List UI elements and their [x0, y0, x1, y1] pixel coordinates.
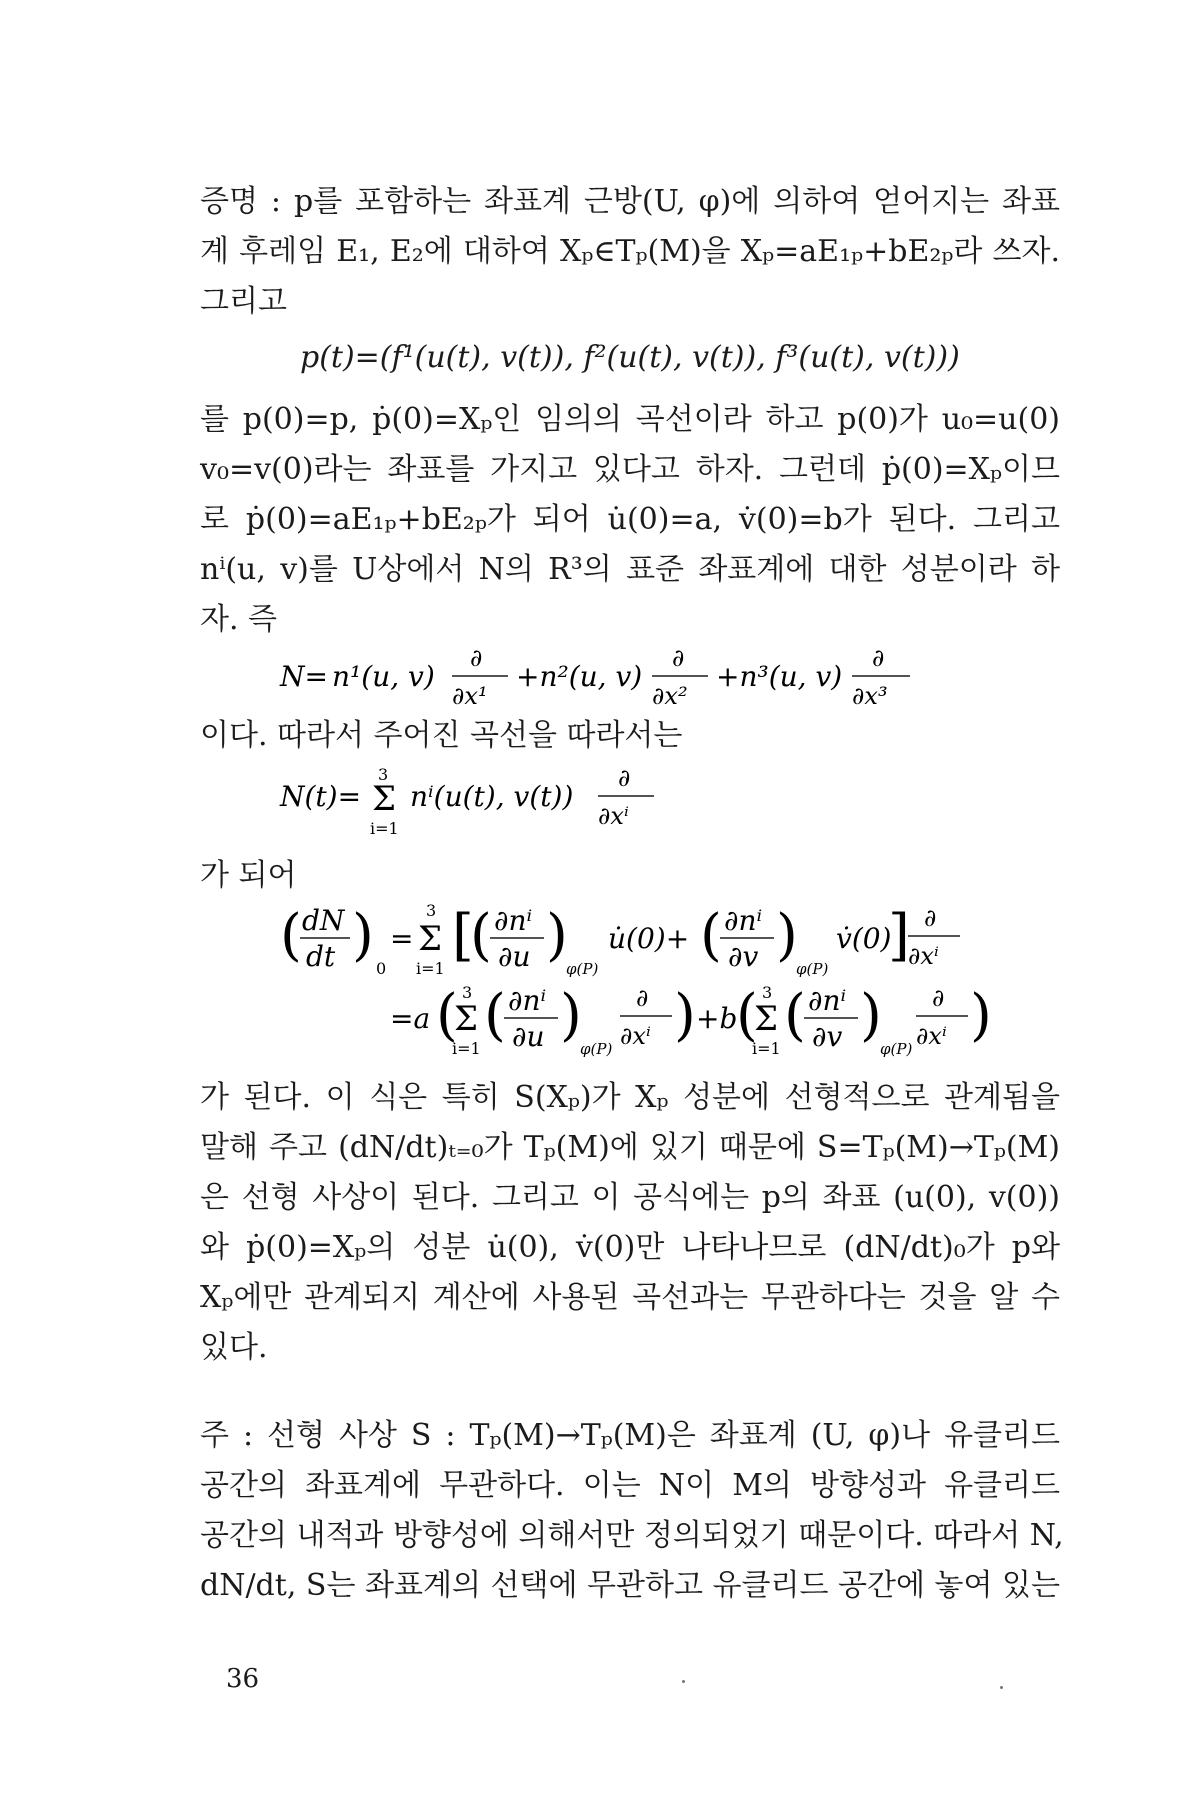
- dni-num-4: ∂nⁱ: [808, 984, 847, 1017]
- sigma-4: Σ: [754, 999, 779, 1039]
- body-line-10: 가 되어: [200, 858, 297, 893]
- paren-close-5: ): [560, 983, 582, 1048]
- dxi-den-2: ∂xⁱ: [908, 942, 939, 970]
- paren-open-4: (: [436, 983, 458, 1048]
- sum-upper-2: 3: [426, 901, 437, 920]
- phiP-4: φ(P): [880, 1040, 913, 1058]
- curve-equation: p(t)=(f¹(u(t), v(t)), f²(u(t), v(t)), f³(u(t), v(t))): [300, 340, 960, 375]
- sum-lower-2: i=1: [416, 959, 445, 978]
- body-line-14: 와 ṗ(0)=Xₚ의 성분 u̇(0), v̇(0)만 나타나므로 (dN/dt)₀가 p와: [200, 1230, 1060, 1265]
- paren-open-6: (: [736, 983, 758, 1048]
- sum-upper-3: 3: [462, 983, 473, 1002]
- dni-num-1: ∂nⁱ: [494, 904, 533, 937]
- sigma-2: Σ: [418, 919, 443, 959]
- dxi-den: ∂xⁱ: [598, 802, 629, 830]
- plus-b: +b: [696, 1002, 738, 1035]
- body-line-15: Xₚ에만 관계되지 계산에 사용된 곡선과는 무관하다는 것을 알 수: [200, 1280, 1060, 1315]
- partial-6: ∂: [636, 984, 649, 1012]
- phiP-3: φ(P): [580, 1040, 613, 1058]
- dx3-den: ∂x³: [852, 682, 888, 710]
- paren-close-3: ): [776, 903, 798, 968]
- body-line-11: 가 된다. 이 식은 특히 S(Xₚ)가 Xₚ 성분에 선형적으로 관계됨을: [200, 1080, 1060, 1115]
- dxi-den-3: ∂xⁱ: [620, 1022, 651, 1050]
- normal-term-2: +n²(u, v): [516, 660, 643, 693]
- body-line-13: 은 선형 사상이 된다. 그리고 이 공식에는 p의 좌표 (u(0), v(0)): [200, 1180, 1060, 1215]
- bracket-open: [: [452, 903, 474, 968]
- body-line-16: 있다.: [200, 1330, 268, 1365]
- sum-upper: 3: [378, 765, 389, 784]
- partial-5: ∂: [924, 904, 937, 932]
- paren-close-2: ): [546, 903, 568, 968]
- scan-speck: [682, 1680, 685, 1683]
- body-line-4: 를 p(0)=p, ṗ(0)=Xₚ인 임의의 곡선이라 하고 p(0)가 u₀=u(0): [200, 402, 1060, 437]
- sub-zero: 0: [376, 959, 387, 978]
- scan-speck: [1000, 1686, 1003, 1689]
- sum-lower-4: i=1: [752, 1039, 781, 1058]
- paren-open-5: (: [484, 983, 506, 1048]
- dx1-den: ∂x¹: [452, 682, 488, 710]
- normal-term-3: +n³(u, v): [716, 660, 843, 693]
- note-line-3: 공간의 내적과 방향성에 의해서만 정의되었기 때문이다. 따라서 N,: [200, 1518, 1064, 1553]
- note-line-2: 공간의 좌표계에 무관하다. 이는 N이 M의 방향성과 유클리드: [200, 1468, 1060, 1503]
- paren-open-1: (: [280, 903, 302, 968]
- sigma-3: Σ: [454, 999, 479, 1039]
- dni-num-2: ∂nⁱ: [724, 904, 763, 937]
- proof-line-2: 계 후레임 E₁, E₂에 대하여 Xₚ∈Tₚ(M)을 Xₚ=aE₁ₚ+bE₂ₚ라 쓰자.: [200, 234, 1060, 269]
- partial-2: ∂: [672, 644, 685, 672]
- paren-close-7: ): [860, 983, 882, 1048]
- body-line-12: 말해 주고 (dN/dt)ₜ₌₀가 Tₚ(M)에 있기 때문에 S=Tₚ(M)→Tₚ(M): [200, 1130, 1060, 1165]
- paren-close-4: ): [674, 983, 696, 1048]
- bracket-close: ]: [888, 903, 910, 968]
- dxi-den-4: ∂xⁱ: [916, 1022, 947, 1050]
- proof-line-1: 증명 : p를 포함하는 좌표계 근방(U, φ)에 의하여 얻어지는 좌표: [200, 184, 1060, 219]
- paren-open-2: (: [470, 903, 492, 968]
- partial-1: ∂: [470, 644, 483, 672]
- sum-equation: [280, 760, 680, 850]
- dt-den: dt: [306, 940, 336, 973]
- normal-vector-equation: [280, 640, 920, 720]
- eq-sign-1: =: [390, 922, 414, 955]
- body-line-7: nⁱ(u, v)를 U상에서 N의 R³의 표준 좌표계에 대한 성분이라 하: [200, 552, 1060, 587]
- partial-3: ∂: [872, 644, 885, 672]
- proof-line-3: 그리고: [200, 284, 287, 319]
- du-den-2: ∂u: [512, 1020, 545, 1053]
- dv-den-2: ∂v: [812, 1020, 843, 1053]
- nt-body: nⁱ(u(t), v(t)): [410, 780, 574, 813]
- phiP-2: φ(P): [796, 960, 829, 978]
- udot0: u̇(0)+: [608, 922, 690, 955]
- normal-term-1: n¹(u, v): [332, 660, 435, 693]
- note-line-4: dN/dt, S는 좌표계의 선택에 무관하고 유클리드 공간에 놓여 있는: [200, 1568, 1060, 1603]
- a-eq: =a: [390, 1002, 431, 1035]
- paren-close-1: ): [352, 903, 374, 968]
- body-line-8: 자. 즉: [200, 602, 278, 637]
- dx2-den: ∂x²: [652, 682, 688, 710]
- body-line-9: 이다. 따라서 주어진 곡선을 따라서는: [200, 718, 683, 753]
- dv-den-1: ∂v: [728, 940, 759, 973]
- nt-lhs: N(t)=: [280, 780, 362, 813]
- sum-lower: i=1: [370, 819, 399, 838]
- vdot0: v̇(0): [836, 922, 892, 955]
- du-den-1: ∂u: [498, 940, 531, 973]
- normal-lhs: N=: [280, 660, 328, 693]
- body-line-6: 로 ṗ(0)=aE₁ₚ+bE₂ₚ가 되어 u̇(0)=a, v̇(0)=b가 된다. 그리고: [200, 502, 1060, 537]
- body-line-5: v₀=v(0)라는 좌표를 가지고 있다고 하자. 그런데 ṗ(0)=Xₚ이므: [200, 452, 1060, 487]
- paren-open-3: (: [700, 903, 722, 968]
- page-number: 36: [226, 1664, 260, 1694]
- dN-num: dN: [302, 904, 345, 937]
- note-line-1: 주 : 선형 사상 S : Tₚ(M)→Tₚ(M)은 좌표계 (U, φ)나 유클리드: [200, 1418, 1060, 1453]
- dni-num-3: ∂nⁱ: [508, 984, 547, 1017]
- partial-7: ∂: [932, 984, 945, 1012]
- sigma: Σ: [372, 779, 397, 819]
- paren-open-7: (: [784, 983, 806, 1048]
- paren-close-6: ): [970, 983, 992, 1048]
- phiP-1: φ(P): [566, 960, 599, 978]
- sum-lower-3: i=1: [452, 1039, 481, 1058]
- partial-4: ∂: [618, 764, 631, 792]
- sum-upper-4: 3: [762, 983, 773, 1002]
- derivative-equation: [280, 900, 992, 1060]
